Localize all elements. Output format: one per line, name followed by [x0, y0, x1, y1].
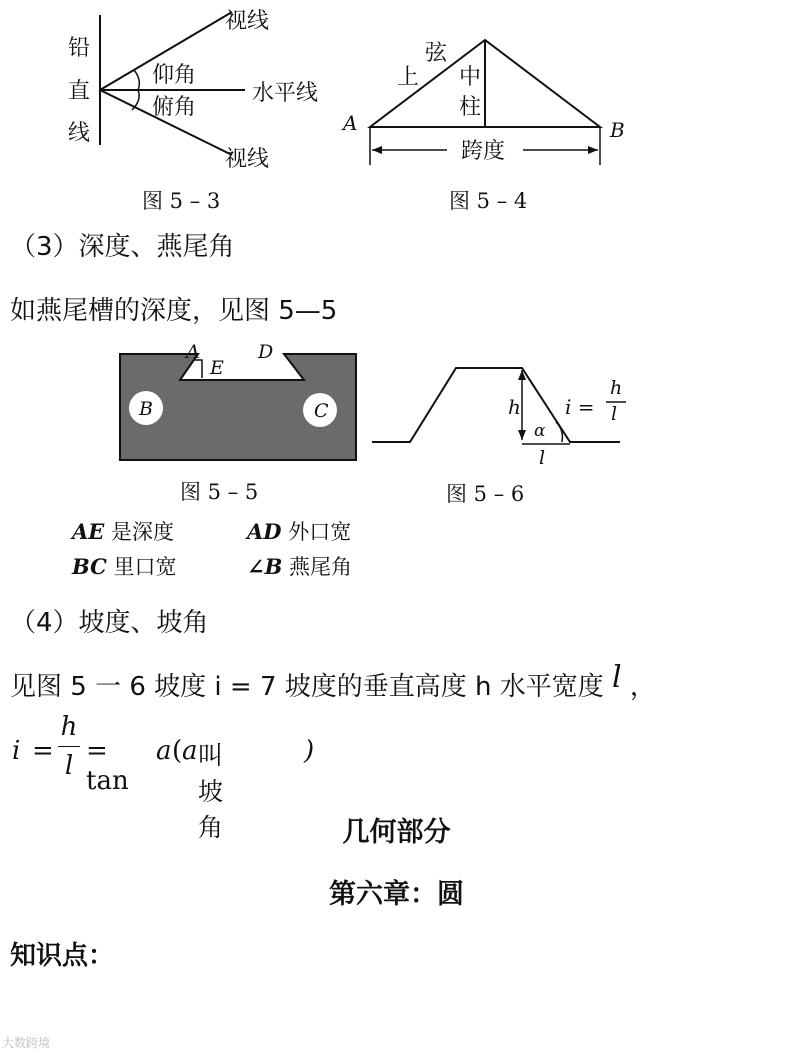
formula-eq2: = tan — [86, 736, 129, 796]
chord-label: 弦 — [425, 41, 448, 66]
slope-description — [10, 660, 656, 703]
alpha-label: α — [534, 421, 546, 441]
arrowhead-left — [372, 146, 382, 154]
vertical-label-1: 铅 — [68, 36, 91, 61]
slope-description-l: l — [612, 660, 622, 695]
angle-arc-elevation — [134, 70, 139, 90]
upper-label: 上 — [397, 65, 420, 90]
base-label: l — [539, 447, 546, 469]
center-label: 中 — [459, 65, 482, 90]
point-b-label: B — [139, 398, 153, 420]
legend-bc — [72, 551, 177, 581]
figure-5-6 — [370, 360, 630, 470]
slope-formula-h: h — [610, 377, 623, 399]
slope-description-comma: ， — [629, 672, 656, 702]
point-b-label: B — [610, 118, 625, 142]
formula-text: 叫坡角 — [198, 741, 224, 842]
formula-eq1: = — [32, 736, 54, 766]
figure-5-5 — [118, 340, 358, 465]
legend-bc-symbol: BC — [72, 554, 107, 579]
point-a-label: A — [343, 111, 358, 135]
chapter-title: 第六章：圆 — [329, 879, 464, 910]
formula-denominator: l — [64, 751, 74, 781]
height-label: h — [508, 395, 521, 419]
point-c-label: C — [314, 400, 329, 422]
legend-ae-text: 是深度 — [104, 520, 174, 544]
legend-ae — [72, 516, 174, 546]
watermark: 大数跨境 — [2, 1036, 51, 1050]
sight-label-top: 视线 — [225, 9, 270, 34]
vertical-label-2: 直 — [68, 79, 91, 104]
formula-a2: a — [182, 736, 198, 766]
point-d-label: D — [258, 341, 274, 363]
slope-formula-l: l — [611, 403, 618, 425]
depression-angle-label: 俯角 — [152, 95, 197, 120]
post-label: 柱 — [459, 95, 482, 120]
geometry-section-title: 几何部分 — [342, 817, 451, 848]
caption-fig-5-6: 图 5 – 6 — [446, 482, 525, 506]
legend-ad-symbol: AD — [247, 519, 282, 544]
section-3-heading: （3）深度、燕尾角 — [10, 232, 235, 262]
span-label: 跨度 — [461, 139, 506, 164]
point-e-label: E — [210, 357, 224, 379]
section-4-heading: （4）坡度、坡角 — [10, 608, 209, 638]
formula-a: a — [156, 736, 172, 766]
figure-5-3 — [60, 0, 360, 175]
sight-label-bottom: 视线 — [225, 147, 270, 172]
vertical-label-3: 线 — [68, 121, 91, 146]
formula-close: ) — [304, 736, 315, 766]
formula-bar — [58, 746, 80, 747]
legend-angle-b — [247, 551, 352, 581]
formula-i: i — [12, 736, 21, 766]
legend-angle-text: 燕尾角 — [282, 555, 353, 579]
legend-angle-symbol: ∠B — [247, 554, 283, 579]
knowledge-heading: 知识点： — [10, 941, 115, 971]
formula-fraction — [58, 712, 80, 781]
angle-alpha-arc — [556, 422, 562, 442]
caption-fig-5-5: 图 5 – 5 — [180, 480, 259, 504]
formula-paren: ( — [172, 736, 183, 766]
legend-ad-text: 外口宽 — [281, 520, 352, 544]
slope-formula-i: i = — [565, 395, 595, 419]
elevation-angle-label: 仰角 — [152, 63, 197, 88]
figure-5-4 — [335, 20, 635, 175]
caption-fig-5-3: 图 5 – 3 — [142, 189, 221, 213]
legend-ad — [247, 516, 351, 546]
horizontal-label: 水平线 — [252, 81, 319, 106]
arrowhead-right — [588, 146, 598, 154]
height-arrow-bottom — [518, 430, 526, 440]
caption-fig-5-4: 图 5 – 4 — [449, 189, 528, 213]
legend-ae-symbol: AE — [72, 519, 105, 544]
formula-numerator: h — [60, 712, 78, 742]
slope-description-text: 见图 5 一 6 坡度 i = 7 坡度的垂直高度 h 水平宽度 — [10, 672, 604, 702]
legend-bc-text: 里口宽 — [106, 555, 177, 579]
point-a-label: A — [186, 341, 200, 363]
section-3-intro: 如燕尾槽的深度，见图 5—5 — [10, 296, 338, 326]
